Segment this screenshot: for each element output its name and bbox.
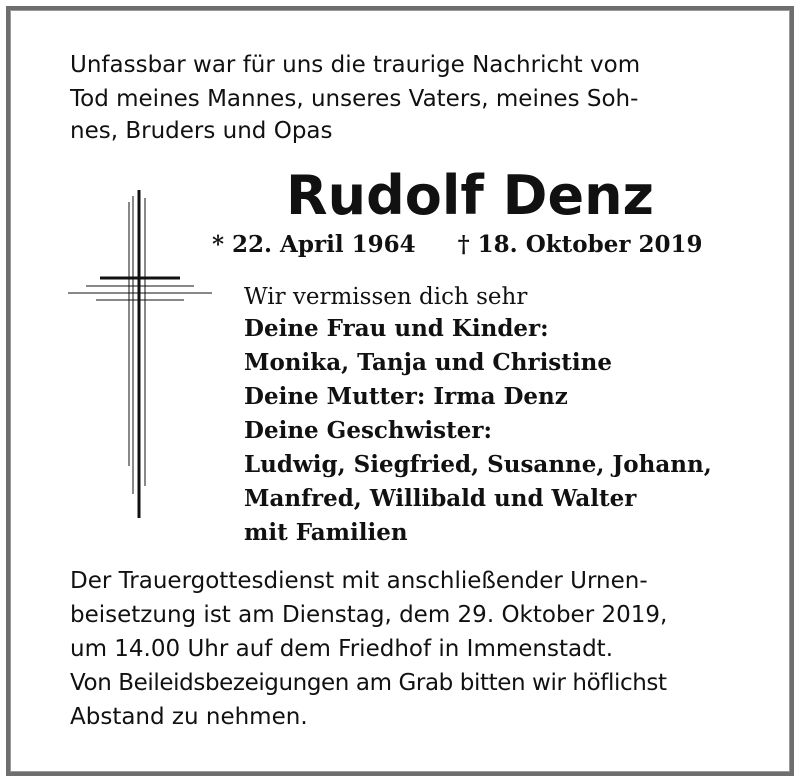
deceased-name: Rudolf Denz (286, 164, 654, 227)
service-line-4: Von Beileidsbezeigungen am Grab bitten wir höflichst (70, 670, 667, 696)
service-line-1: Der Trauergottesdienst mit anschließender Urnen- (70, 568, 648, 594)
mourners-line-3: Deine Mutter: Irma Denz (244, 383, 568, 410)
life-dates (212, 230, 703, 260)
intro-line-1: Unfassbar war für uns die traurige Nachricht vom (70, 52, 641, 78)
mourners-line-5: Ludwig, Siegfried, Susanne, Johann, (244, 451, 712, 478)
service-line-5: Abstand zu nehmen. (70, 704, 308, 730)
death-date: † 18. Oktober 2019 (457, 231, 703, 258)
mourners-line-6: Manfred, Willibald und Walter (244, 485, 637, 512)
mourners-line-2: Monika, Tanja und Christine (244, 349, 612, 376)
intro-line-3: nes, Bruders und Opas (70, 118, 333, 144)
mourners-line-7: mit Familien (244, 519, 408, 546)
birth-date: * 22. April 1964 (212, 231, 416, 258)
mourners-intro: Wir vermissen dich sehr (244, 284, 528, 310)
cross-icon (66, 190, 216, 520)
intro-line-2: Tod meines Mannes, unseres Vaters, meines Soh- (70, 86, 639, 112)
service-line-2: beisetzung ist am Dienstag, dem 29. Oktober 2019, (70, 602, 668, 628)
service-line-3: um 14.00 Uhr auf dem Friedhof in Immenstadt. (70, 636, 614, 662)
mourners-line-1: Deine Frau und Kinder: (244, 315, 549, 342)
mourners-line-4: Deine Geschwister: (244, 417, 492, 444)
